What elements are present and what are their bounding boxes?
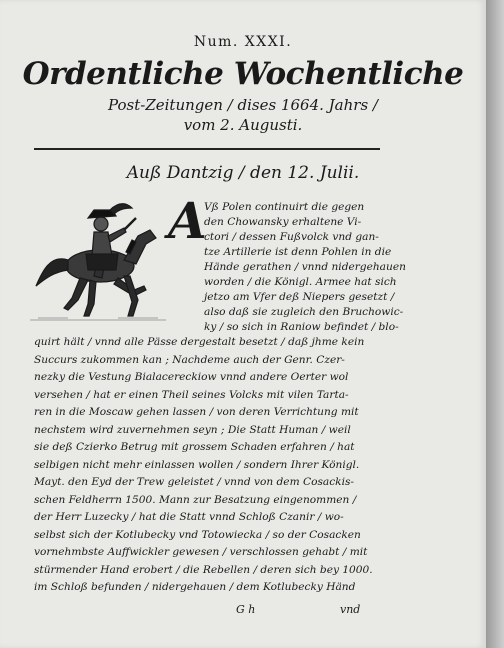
masthead-date: vom 2. Augusti. (183, 116, 303, 134)
article-line: quirt hält / vnnd alle Pässe dergestalt besetzt / daß jhme kein (34, 336, 365, 348)
article-line: Mayt. den Eyd der Trew geleistet / vnnd von dem Cosackis- (34, 476, 354, 488)
article-line: schen Feldherrn 1500. Mann zur Besatzung eingenommen / (34, 493, 357, 506)
article-line: sie deß Czierko Betrug mit grossem Schaden erfahren / hat (34, 441, 355, 453)
article-line: nezky die Vestung Bialacereckiow vnnd andere Oerter wol (34, 371, 349, 383)
masthead-subtitle: Post-Zeitungen / dises 1664. Jahrs / (108, 96, 378, 114)
article-line: ky / so sich in Raniow befindet / blo- (204, 321, 399, 333)
article-line: im Schloß befunden / nidergehauen / dem Kotlubecky Händ (34, 581, 356, 593)
article-line: Succurs zukommen kan ; Nachdeme auch der Genr. Czer- (34, 353, 345, 366)
article-dateline: Auß Dantzig / den 12. Julii. (126, 163, 360, 183)
article-line: Hände gerathen / vnnd nidergehauen (204, 261, 406, 273)
article-line: versehen / hat er einen Theil seines Volcks mit vilen Tarta- (34, 388, 349, 401)
article-line: ctori / dessen Fußvolck vnd gan- (204, 231, 379, 243)
article-line: der Herr Luzecky / hat die Statt vnnd Schloß Czanir / wo- (34, 511, 344, 523)
header-rule (34, 148, 380, 150)
article-line: selbigen nicht mehr einlassen wollen / sondern Ihrer Königl. (34, 458, 360, 471)
signature-mark: G h (236, 603, 256, 616)
article-line: Vß Polen continuirt die gegen (204, 201, 365, 213)
issue-number: Num. XXXI. (193, 34, 293, 50)
article-line: also daß sie zugleich den Bruchowic- (204, 306, 404, 318)
article-line: jetzo am Vfer deß Niepers gesetzt / (204, 291, 395, 303)
article-line: nechstem wird zuvernehmen seyn ; Die Statt Human / weil (34, 423, 351, 436)
article-line: tze Artillerie ist denn Pohlen in die (204, 246, 392, 258)
masthead-title: Ordentliche Wochentliche (22, 56, 464, 92)
page-edge (486, 0, 504, 648)
article-line: selbst sich der Kotlubecky vnd Totowiecka / so der Cosacken (34, 528, 361, 541)
catchword: vnd (340, 603, 361, 616)
article-line: vornehmbste Auffwickler gewesen / verschlossen gehabt / mit (34, 546, 368, 558)
article-line: ren in die Moscaw gehen lassen / von deren Verrichtung mit (34, 406, 359, 418)
article-line: den Chowansky erhaltene Vi- (204, 216, 362, 228)
article-line: worden / die Königl. Armee hat sich (204, 276, 397, 288)
article-line: stürmender Hand erobert / die Rebellen / deren sich bey 1000. (34, 563, 373, 576)
drop-cap-letter: A (168, 191, 207, 250)
horseman-woodcut-illustration (28, 194, 168, 324)
